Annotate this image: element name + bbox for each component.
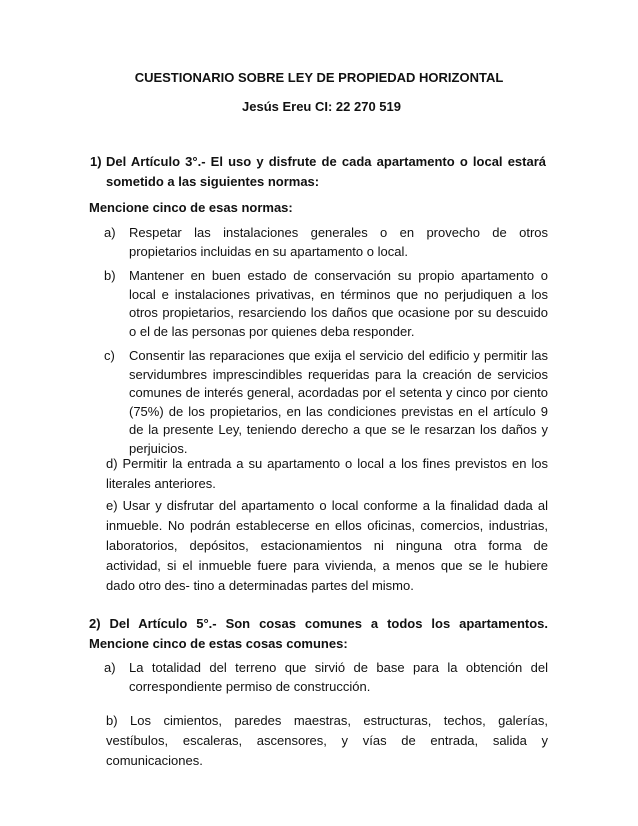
question-2: 2) Del Artículo 5°.- Son cosas comunes a todos los apartamentos. Mencione cinco de estas cosas comunes:: [89, 616, 548, 651]
question-1-number: 1): [90, 154, 102, 169]
list-item-text: La totalidad del terreno que sirvió de base para la obtención del correspondiente permiso de construcción.: [129, 660, 548, 694]
list-item: b) Los cimientos, paredes maestras, estructuras, techos, galerías, vestíbulos, escaleras, ascensores, y vías de entrada, salida y comunicaciones.: [106, 713, 548, 768]
list-item-text: Respetar las instalaciones generales o en provecho de otros propietarios incluidas en su apartamento o local.: [129, 225, 548, 259]
list-item: e) Usar y disfrutar del apartamento o local conforme a la finalidad dada al inmueble. No podrán establecerse en ellos oficinas, comercios, industrias, laboratorios, depósitos, estacionamientos ni ninguna otra forma de actividad, si el inmueble fuere para vivienda, a menos que se le hubiere dado otro des- tino a determinadas partes del mismo.: [106, 498, 548, 593]
question-1-prompt: Mencione cinco de esas normas:: [89, 200, 293, 215]
author-name: Jesús Ereu CI: 22 270 519: [242, 99, 401, 114]
list-item-letter: b): [104, 268, 116, 283]
document-title: CUESTIONARIO SOBRE LEY DE PROPIEDAD HORIZONTAL: [134, 70, 504, 85]
list-item: d) Permitir la entrada a su apartamento o local a los fines previstos en los literales anteriores.: [106, 456, 548, 491]
list-item: [104, 347, 548, 458]
question-1: [90, 152, 546, 192]
list-item-letter: a): [104, 225, 116, 240]
list-item: [104, 267, 548, 341]
list-item-text: Consentir las reparaciones que exija el servicio del edificio y permitir las servidumbres imprescindibles requeridas para la creación de servicios comunes de interés general, acordadas por el setenta y cinco por ciento (75%) de los propietarios, en las condiciones previstas en el artículo 9 de la presente Ley, teniendo derecho a que se le resarzan los daños y perjuicios.: [129, 348, 548, 456]
list-item-letter: a): [104, 660, 116, 675]
question-1-text: Del Artículo 3°.- El uso y disfrute de cada apartamento o local estará sometido a las siguientes normas:: [106, 154, 546, 189]
list-item: [104, 659, 548, 696]
list-item-text: Mantener en buen estado de conservación su propio apartamento o local e instalaciones privativas, en términos que no perjudiquen a los otros propietarios, resarciendo los daños que ocasione por su descuido o el de las personas por quienes deba responder.: [129, 268, 548, 339]
list-item: [104, 224, 548, 261]
list-item-letter: c): [104, 348, 115, 363]
